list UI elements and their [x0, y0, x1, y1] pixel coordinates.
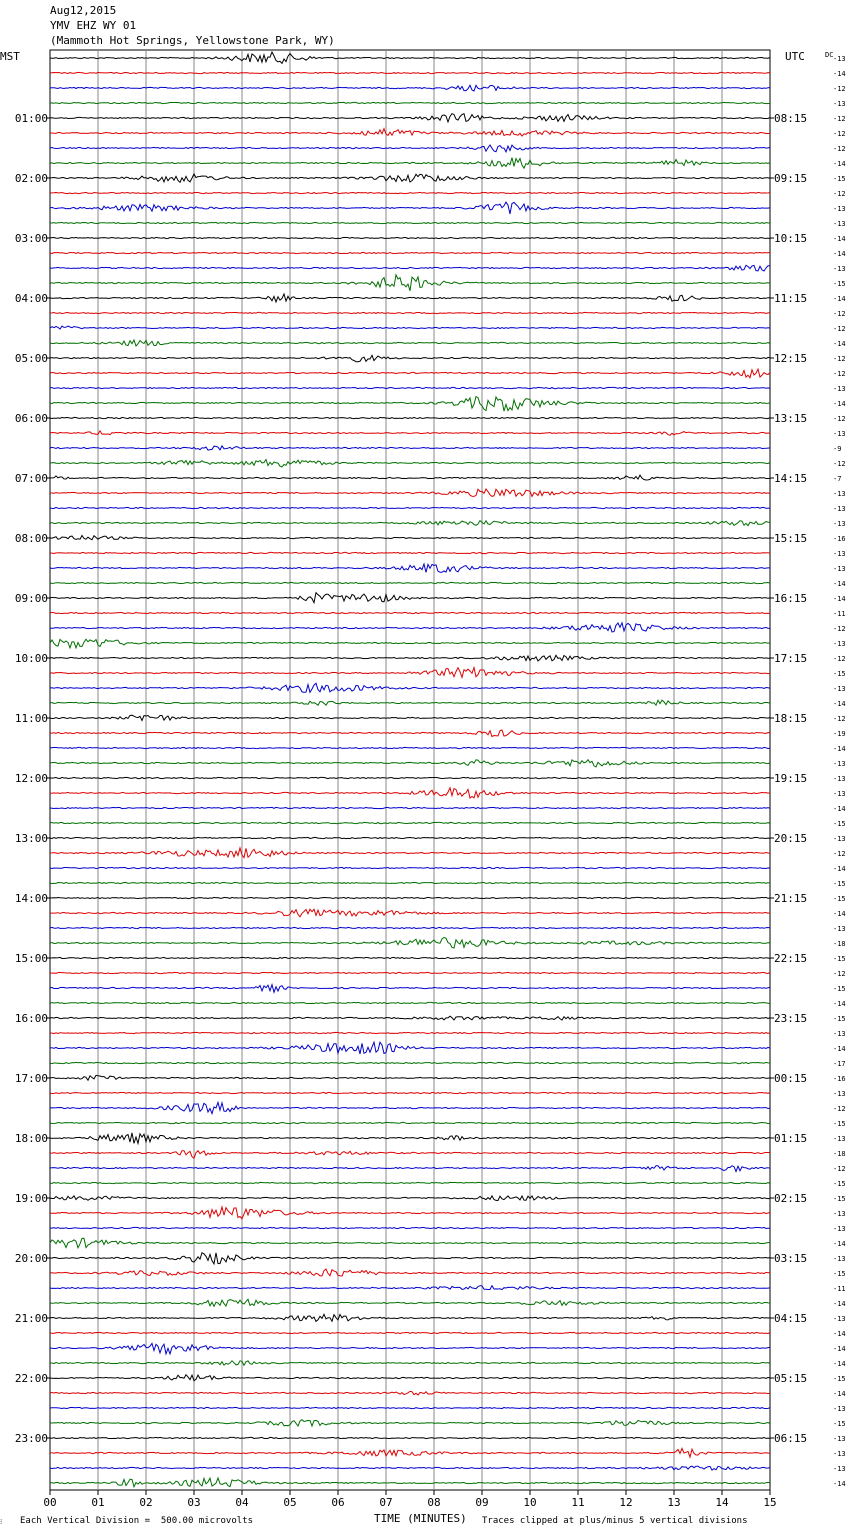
- x-tick-label: 05: [283, 1496, 297, 1509]
- dc-offset-label: -14: [833, 1345, 846, 1353]
- dc-offset-label: -15: [833, 895, 846, 903]
- dc-offset-label: -13: [833, 520, 846, 528]
- trace-line: [50, 536, 770, 540]
- trace-line: [50, 460, 770, 467]
- left-time-label: 13:00: [14, 832, 48, 845]
- station-mark-icon: ⁝: [0, 1518, 3, 1526]
- trace-line: [50, 957, 770, 958]
- trace-line: [50, 927, 770, 928]
- dc-offset-label: -13: [833, 1030, 846, 1038]
- left-time-label: 16:00: [14, 1012, 48, 1025]
- trace-line: [50, 909, 770, 917]
- left-time-label: 21:00: [14, 1312, 48, 1325]
- trace-line: [50, 1332, 770, 1333]
- trace-line: [50, 326, 770, 329]
- dc-offset-label: -14: [833, 745, 846, 753]
- trace-line: [50, 612, 770, 613]
- dc-offset-label: -12: [833, 715, 846, 723]
- right-time-label: 10:15: [774, 232, 808, 245]
- dc-offset-label: -13: [833, 265, 846, 273]
- dc-offset-label: -14: [833, 250, 846, 258]
- x-tick-label: 00: [43, 1496, 57, 1509]
- right-time-label: 06:15: [774, 1432, 808, 1445]
- dc-offset-label: -13: [833, 1465, 846, 1473]
- dc-offset-label: -11: [833, 610, 846, 618]
- dc-offset-label: -15: [833, 280, 846, 288]
- dc-offset-label: -13: [833, 640, 846, 648]
- trace-line: [50, 145, 770, 152]
- trace-line: [50, 1420, 770, 1427]
- left-time-label: 18:00: [14, 1132, 48, 1145]
- x-tick-label: 11: [571, 1496, 585, 1509]
- right-time-label: 20:15: [774, 832, 808, 845]
- right-time-label: 16:15: [774, 592, 808, 605]
- trace-line: [50, 1102, 770, 1113]
- x-axis-title: TIME (MINUTES): [374, 1512, 467, 1525]
- dc-offset-label: -14: [833, 1330, 846, 1338]
- dc-offset-label: -13: [833, 1450, 846, 1458]
- x-tick-label: 10: [523, 1496, 537, 1509]
- x-tick-label: 14: [715, 1496, 729, 1509]
- dc-label: DC: [825, 51, 834, 59]
- dc-offset-label: -14: [833, 1480, 846, 1488]
- dc-offset-label: -13: [833, 385, 846, 393]
- trace-line: [50, 1466, 770, 1470]
- dc-offset-label: -14: [833, 865, 846, 873]
- x-tick-label: 04: [235, 1496, 249, 1509]
- trace-line: [50, 882, 770, 883]
- right-time-label: 13:15: [774, 412, 808, 425]
- dc-offset-label: -12: [833, 625, 846, 633]
- dc-offset-label: -18: [833, 1150, 846, 1158]
- trace-line: [50, 1391, 770, 1395]
- dc-offset-label: -12: [833, 355, 846, 363]
- trace-line: [50, 639, 770, 648]
- x-tick-label: 12: [619, 1496, 633, 1509]
- dc-offset-label: -13: [833, 205, 846, 213]
- left-time-label: 12:00: [14, 772, 48, 785]
- trace-line: [50, 72, 770, 73]
- dc-offset-label: -9: [833, 445, 842, 453]
- trace-line: [50, 1042, 770, 1054]
- x-tick-label: 09: [475, 1496, 489, 1509]
- dc-offset-label: -14: [833, 805, 846, 813]
- dc-offset-label: -12: [833, 145, 846, 153]
- dc-offset-label: -15: [833, 1120, 846, 1128]
- dc-offset-label: -13: [833, 925, 846, 933]
- dc-offset-label: -12: [833, 85, 846, 93]
- dc-offset-label: -16: [833, 1075, 846, 1083]
- trace-line: [50, 1122, 770, 1123]
- dc-offset-label: -15: [833, 1195, 846, 1203]
- trace-line: [50, 1032, 770, 1033]
- right-time-label: 03:15: [774, 1252, 808, 1265]
- dc-offset-label: -13: [833, 790, 846, 798]
- station-label: YMV EHZ WY 01: [50, 19, 137, 32]
- trace-line: [50, 623, 770, 632]
- dc-offset-label: -11: [833, 1285, 846, 1293]
- trace-line: [50, 1314, 770, 1321]
- dc-offset-label: -13: [833, 100, 846, 108]
- right-time-label: 09:15: [774, 172, 808, 185]
- right-timezone-label: UTC: [785, 50, 805, 63]
- trace-line: [50, 1092, 770, 1093]
- dc-offset-label: -13: [833, 835, 846, 843]
- right-time-label: 02:15: [774, 1192, 808, 1205]
- trace-line: [50, 265, 770, 271]
- trace-line: [50, 507, 770, 508]
- dc-offset-label: -15: [833, 1270, 846, 1278]
- dc-offset-label: -12: [833, 460, 846, 468]
- trace-line: [50, 1151, 770, 1159]
- trace-line: [50, 747, 770, 748]
- dc-offset-label: -18: [833, 940, 846, 948]
- trace-line: [50, 715, 770, 720]
- right-time-label: 15:15: [774, 532, 808, 545]
- trace-line: [50, 340, 770, 346]
- trace-line: [50, 1196, 770, 1201]
- left-time-label: 04:00: [14, 292, 48, 305]
- trace-line: [50, 985, 770, 993]
- trace-line: [50, 867, 770, 868]
- left-time-label: 23:00: [14, 1432, 48, 1445]
- trace-line: [50, 52, 770, 63]
- trace-line: [50, 1133, 770, 1144]
- left-time-label: 03:00: [14, 232, 48, 245]
- x-tick-label: 13: [667, 1496, 681, 1509]
- trace-line: [50, 1299, 770, 1306]
- trace-line: [50, 582, 770, 583]
- trace-line: [50, 1238, 770, 1248]
- right-time-label: 21:15: [774, 892, 808, 905]
- right-time-label: 17:15: [774, 652, 808, 665]
- trace-line: [50, 417, 770, 418]
- right-time-label: 14:15: [774, 472, 808, 485]
- trace-line: [50, 777, 770, 778]
- trace-line: [50, 788, 770, 798]
- trace-line: [50, 387, 770, 388]
- trace-line: [50, 1375, 770, 1381]
- trace-line: [50, 972, 770, 973]
- trace-line: [50, 552, 770, 553]
- x-tick-label: 01: [91, 1496, 105, 1509]
- trace-line: [50, 1166, 770, 1172]
- dc-offset-label: -13: [833, 220, 846, 228]
- left-time-label: 07:00: [14, 472, 48, 485]
- trace-line: [50, 397, 770, 412]
- trace-line: [50, 822, 770, 823]
- right-time-label: 22:15: [774, 952, 808, 965]
- trace-line: [50, 431, 770, 436]
- dc-offset-label: -12: [833, 1165, 846, 1173]
- left-time-label: 05:00: [14, 352, 48, 365]
- trace-line: [50, 837, 770, 838]
- dc-offset-label: -13: [833, 505, 846, 513]
- x-tick-label: 15: [763, 1496, 777, 1509]
- trace-line: [50, 102, 770, 103]
- trace-line: [50, 355, 770, 361]
- dc-offset-label: -15: [833, 1375, 846, 1383]
- trace-line: [50, 1182, 770, 1183]
- trace-line: [50, 1286, 770, 1290]
- trace-line: [50, 1343, 770, 1354]
- left-time-label: 17:00: [14, 1072, 48, 1085]
- dc-offset-label: -13: [833, 1090, 846, 1098]
- dc-offset-label: -13: [833, 490, 846, 498]
- trace-line: [50, 655, 770, 661]
- dc-offset-label: -14: [833, 400, 846, 408]
- trace-line: [50, 1448, 770, 1457]
- trace-line: [50, 1016, 770, 1020]
- right-time-label: 00:15: [774, 1072, 808, 1085]
- right-time-label: 18:15: [774, 712, 808, 725]
- trace-line: [50, 129, 770, 136]
- dc-offset-label: -15: [833, 175, 846, 183]
- left-time-label: 15:00: [14, 952, 48, 965]
- trace-line: [50, 1207, 770, 1219]
- trace-line: [50, 1062, 770, 1063]
- trace-line: [50, 174, 770, 182]
- scale-note: Each Vertical Division = 500.00 microvolts: [20, 1516, 253, 1526]
- trace-line: [50, 222, 770, 223]
- dc-offset-label: -15: [833, 1015, 846, 1023]
- dc-offset-label: -14: [833, 1360, 846, 1368]
- trace-line: [50, 237, 770, 238]
- dc-offset-label: -13: [833, 1225, 846, 1233]
- dc-offset-label: -15: [833, 820, 846, 828]
- left-time-label: 01:00: [14, 112, 48, 125]
- date-label: Aug12,2015: [50, 4, 117, 17]
- dc-offset-label: -13: [833, 55, 846, 63]
- left-time-label: 09:00: [14, 592, 48, 605]
- dc-offset-label: -14: [833, 235, 846, 243]
- dc-offset-label: -14: [833, 1045, 846, 1053]
- trace-line: [50, 564, 770, 572]
- dc-offset-label: -14: [833, 1390, 846, 1398]
- trace-line: [50, 1253, 770, 1264]
- trace-line: [50, 489, 770, 496]
- dc-offset-label: -14: [833, 70, 846, 78]
- left-timezone-label: MST: [0, 50, 20, 63]
- dc-offset-label: -15: [833, 880, 846, 888]
- x-tick-label: 02: [139, 1496, 153, 1509]
- trace-line: [50, 897, 770, 898]
- right-time-label: 12:15: [774, 352, 808, 365]
- dc-offset-label: -13: [833, 1315, 846, 1323]
- dc-offset-label: -13: [833, 550, 846, 558]
- trace-line: [50, 683, 770, 692]
- left-time-label: 20:00: [14, 1252, 48, 1265]
- left-time-label: 02:00: [14, 172, 48, 185]
- trace-line: [50, 294, 770, 302]
- dc-offset-label: -12: [833, 970, 846, 978]
- left-time-label: 06:00: [14, 412, 48, 425]
- x-tick-label: 03: [187, 1496, 201, 1509]
- location-label: (Mammoth Hot Springs, Yellowstone Park, WY): [50, 34, 335, 47]
- left-time-label: 19:00: [14, 1192, 48, 1205]
- dc-offset-label: -13: [833, 1435, 846, 1443]
- dc-offset-label: -13: [833, 685, 846, 693]
- x-tick-label: 08: [427, 1496, 441, 1509]
- trace-line: [50, 938, 770, 949]
- dc-offset-label: -12: [833, 415, 846, 423]
- right-time-label: 05:15: [774, 1372, 808, 1385]
- trace-line: [50, 807, 770, 808]
- trace-line: [50, 369, 770, 378]
- dc-offset-label: -12: [833, 325, 846, 333]
- x-tick-label: 06: [331, 1496, 345, 1509]
- dc-offset-label: -13: [833, 1405, 846, 1413]
- clip-note: Traces clipped at plus/minus 5 vertical divisions: [482, 1516, 748, 1526]
- left-time-label: 22:00: [14, 1372, 48, 1385]
- right-time-label: 08:15: [774, 112, 808, 125]
- trace-line: [50, 1407, 770, 1408]
- dc-offset-label: -12: [833, 130, 846, 138]
- dc-offset-label: -14: [833, 160, 846, 168]
- dc-offset-label: -12: [833, 115, 846, 123]
- dc-offset-label: -13: [833, 775, 846, 783]
- trace-line: [50, 593, 770, 603]
- left-time-label: 08:00: [14, 532, 48, 545]
- dc-offset-label: -12: [833, 310, 846, 318]
- trace-line: [50, 848, 770, 858]
- dc-offset-label: -12: [833, 850, 846, 858]
- dc-offset-label: -14: [833, 910, 846, 918]
- dc-offset-label: -13: [833, 565, 846, 573]
- trace-line: [50, 760, 770, 767]
- dc-offset-label: -7: [833, 475, 842, 483]
- dc-offset-label: -13: [833, 760, 846, 768]
- dc-offset-label: -13: [833, 1135, 846, 1143]
- trace-line: [50, 85, 770, 91]
- dc-offset-label: -14: [833, 1300, 846, 1308]
- trace-line: [50, 114, 770, 122]
- dc-offset-label: -17: [833, 1060, 846, 1068]
- trace-line: [50, 1361, 770, 1366]
- dc-offset-label: -15: [833, 1180, 846, 1188]
- dc-offset-label: -13: [833, 1255, 846, 1263]
- dc-offset-label: -12: [833, 370, 846, 378]
- right-time-label: 04:15: [774, 1312, 808, 1325]
- trace-line: [50, 521, 770, 526]
- trace-line: [50, 730, 770, 737]
- left-time-label: 14:00: [14, 892, 48, 905]
- left-time-label: 11:00: [14, 712, 48, 725]
- dc-offset-label: -14: [833, 295, 846, 303]
- trace-line: [50, 192, 770, 193]
- right-time-label: 19:15: [774, 772, 808, 785]
- dc-offset-label: -14: [833, 1240, 846, 1248]
- trace-line: [50, 1437, 770, 1438]
- trace-line: [50, 158, 770, 169]
- trace-line: [50, 700, 770, 705]
- dc-offset-label: -15: [833, 955, 846, 963]
- trace-line: [50, 1478, 770, 1487]
- dc-offset-label: -14: [833, 700, 846, 708]
- right-time-label: 23:15: [774, 1012, 808, 1025]
- right-time-label: 01:15: [774, 1132, 808, 1145]
- trace-line: [50, 275, 770, 291]
- trace-line: [50, 1075, 770, 1080]
- dc-offset-label: -19: [833, 730, 846, 738]
- trace-line: [50, 1269, 770, 1276]
- trace-line: [50, 202, 770, 214]
- dc-offset-label: -12: [833, 1105, 846, 1113]
- trace-line: [50, 312, 770, 313]
- left-time-label: 10:00: [14, 652, 48, 665]
- dc-offset-label: -12: [833, 190, 846, 198]
- dc-offset-label: -14: [833, 595, 846, 603]
- dc-offset-label: -15: [833, 985, 846, 993]
- trace-line: [50, 446, 770, 450]
- dc-offset-label: -15: [833, 670, 846, 678]
- dc-offset-label: -16: [833, 535, 846, 543]
- dc-offset-label: -14: [833, 580, 846, 588]
- trace-line: [50, 475, 770, 480]
- dc-offset-label: -14: [833, 1000, 846, 1008]
- dc-offset-label: -12: [833, 655, 846, 663]
- trace-line: [50, 1227, 770, 1228]
- x-tick-label: 07: [379, 1496, 393, 1509]
- trace-line: [50, 252, 770, 253]
- trace-line: [50, 668, 770, 678]
- dc-offset-label: -13: [833, 1210, 846, 1218]
- dc-offset-label: -13: [833, 430, 846, 438]
- trace-line: [50, 1002, 770, 1003]
- dc-offset-label: -14: [833, 340, 846, 348]
- dc-offset-label: -15: [833, 1420, 846, 1428]
- right-time-label: 11:15: [774, 292, 808, 305]
